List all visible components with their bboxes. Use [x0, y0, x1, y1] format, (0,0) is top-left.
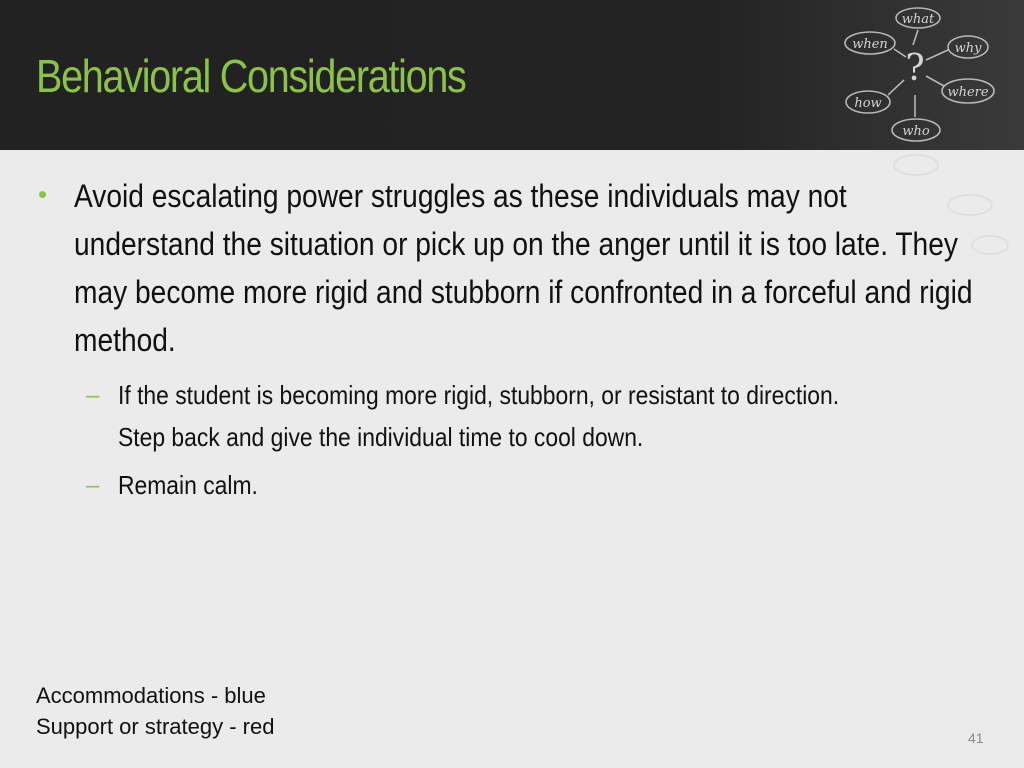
bullet-marker: •	[38, 179, 48, 209]
sub-bullet-item	[86, 464, 986, 506]
sub-bullet-text: If the student is becoming more rigid, stubborn, or resistant to direction. Step back and give the individual time to cool down.	[118, 380, 840, 452]
bullet-text: Avoid escalating power struggles as these individuals may not understand the situation or pick up on the anger until it is too late. They may become more rigid and stubborn if confronted in a forceful and rigid method.	[74, 178, 973, 358]
word-where: where	[947, 85, 989, 100]
color-legend	[36, 680, 274, 742]
slide-body	[36, 172, 986, 512]
word-when: when	[852, 37, 888, 52]
question-mind-map-icon	[820, 0, 1024, 150]
sub-bullet-marker: –	[86, 382, 100, 409]
slide-header	[0, 0, 1024, 150]
question-mark: ?	[905, 48, 925, 89]
page-number: 41	[968, 730, 984, 746]
sub-bullet-text: Remain calm.	[118, 470, 258, 500]
word-why: why	[954, 41, 982, 56]
word-how: how	[854, 96, 882, 111]
sub-bullet-marker: –	[86, 472, 100, 499]
word-who: who	[902, 124, 930, 139]
slide-title: Behavioral Considerations	[36, 50, 466, 102]
bullet-item	[36, 172, 986, 364]
sub-bullet-item	[86, 374, 986, 458]
legend-support: Support or strategy - red	[36, 714, 275, 739]
word-what: what	[901, 12, 935, 27]
legend-accommodations: Accommodations - blue	[36, 683, 266, 708]
sub-bullet-list	[36, 374, 986, 506]
